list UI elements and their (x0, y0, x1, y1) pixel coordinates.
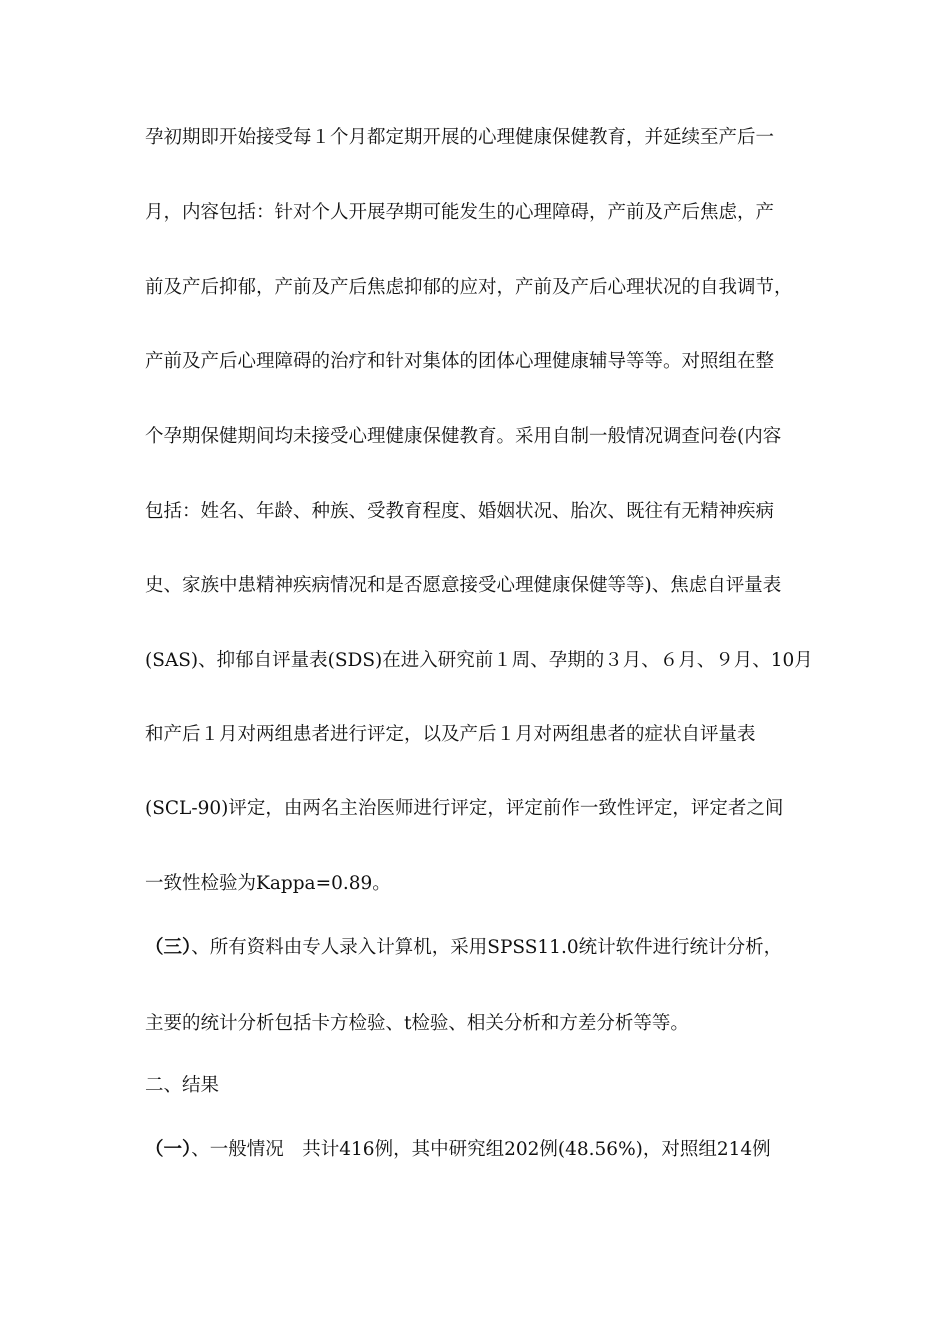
paragraph-line: 月，内容包括：针对个人开展孕期可能发生的心理障碍，产前及产后焦虑，产 (145, 202, 775, 223)
section-three-line (145, 936, 835, 960)
paragraph-line: 包括：姓名、年龄、种族、受教育程度、婚姻状况、胎次、既往有无精神疾病 (145, 501, 775, 522)
section-one-line (145, 1138, 835, 1162)
section-three-continuation: 主要的统计分析包括卡方检验、t检验、相关分析和方差分析等等。 (145, 1013, 689, 1034)
section-one-marker: （一） (145, 1139, 192, 1160)
paragraph-line: 史、家族中患精神疾病情况和是否愿意接受心理健康保健等等)、焦虑自评量表 (145, 575, 782, 596)
paragraph-line: 前及产后抑郁，产前及产后焦虑抑郁的应对，产前及产后心理状况的自我调节， (145, 277, 793, 298)
results-heading: 二、结果 (145, 1075, 220, 1096)
section-one-text: 、一般情况 共计416例，其中研究组202例(48.56%)，对照组214例 (191, 1139, 771, 1160)
section-three-marker: （三） (145, 937, 192, 958)
paragraph-line: 产前及产后心理障碍的治疗和针对集体的团体心理健康辅导等等。对照组在整 (145, 351, 775, 372)
paragraph-line: 孕初期即开始接受每１个月都定期开展的心理健康保健教育，并延续至产后一 (145, 127, 775, 148)
paragraph-line: (SAS)、抑郁自评量表(SDS)在进入研究前１周、孕期的３月、６月、９月、10月 (145, 650, 813, 671)
paragraph-line: 个孕期保健期间均未接受心理健康保健教育。采用自制一般情况调查问卷(内容 (145, 426, 782, 447)
paragraph-line: 一致性检验为Kappa=0.89。 (145, 873, 391, 894)
paragraph-line: (SCL-90)评定，由两名主治医师进行评定，评定前作一致性评定，评定者之间 (145, 798, 784, 819)
section-three-text: 、所有资料由专人录入计算机，采用SPSS11.0统计软件进行统计分析， (191, 937, 783, 958)
paragraph-line: 和产后１月对两组患者进行评定，以及产后１月对两组患者的症状自评量表 (145, 724, 756, 745)
